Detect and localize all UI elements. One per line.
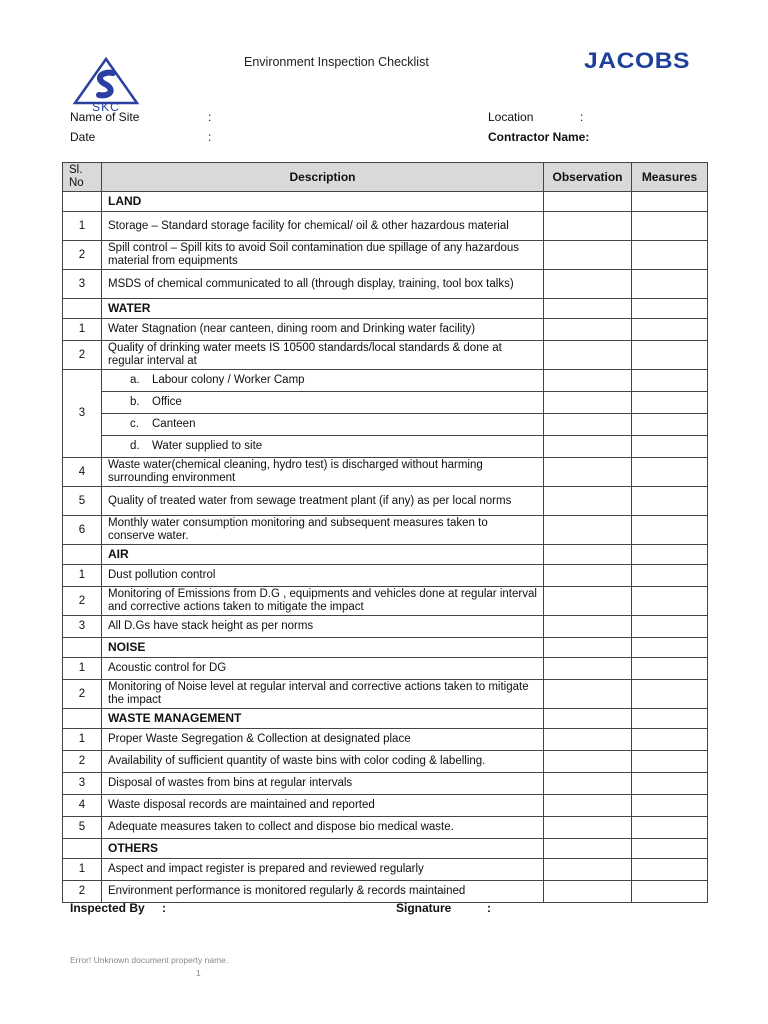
row-number-empty xyxy=(63,545,102,565)
item-description: MSDS of chemical communicated to all (through display, training, tool box talks) xyxy=(102,270,544,299)
measures-cell[interactable] xyxy=(632,680,708,709)
table-row xyxy=(63,616,708,638)
observation-cell[interactable] xyxy=(544,709,632,729)
sub-item-text: Labour colony / Worker Camp xyxy=(152,374,305,386)
date-colon: : xyxy=(208,130,212,144)
observation-cell[interactable] xyxy=(544,545,632,565)
measures-cell[interactable] xyxy=(632,241,708,270)
measures-cell[interactable] xyxy=(632,458,708,487)
observation-cell[interactable] xyxy=(544,299,632,319)
item-description: Quality of drinking water meets IS 10500 standards/local standards & done at regular interval at xyxy=(102,341,544,370)
row-number: 3 xyxy=(63,773,102,795)
table-row xyxy=(63,487,708,516)
observation-cell[interactable] xyxy=(544,565,632,587)
measures-cell[interactable] xyxy=(632,270,708,299)
table-header-row xyxy=(63,163,708,192)
table-row xyxy=(63,341,708,370)
item-description: Monitoring of Noise level at regular interval and corrective actions taken to mitigate the impact xyxy=(102,680,544,709)
measures-cell[interactable] xyxy=(632,487,708,516)
table-row xyxy=(63,729,708,751)
measures-cell[interactable] xyxy=(632,565,708,587)
sub-item-letter: c. xyxy=(130,418,139,430)
row-number: 1 xyxy=(63,565,102,587)
date-label: Date xyxy=(70,130,96,144)
skc-logo-text: SKC xyxy=(92,100,120,112)
section-row xyxy=(63,545,708,565)
location-label: Location xyxy=(488,110,534,124)
row-number-empty xyxy=(63,839,102,859)
table-row xyxy=(63,751,708,773)
table-row xyxy=(63,817,708,839)
sub-item-letter: a. xyxy=(130,374,140,386)
observation-cell[interactable] xyxy=(544,319,632,341)
row-number: 2 xyxy=(63,751,102,773)
item-description: Acoustic control for DG xyxy=(102,658,544,680)
header-sl-no: Sl. No xyxy=(63,163,102,192)
observation-cell[interactable] xyxy=(544,817,632,839)
measures-cell[interactable] xyxy=(632,192,708,212)
observation-cell[interactable] xyxy=(544,212,632,241)
section-row xyxy=(63,192,708,212)
measures-cell[interactable] xyxy=(632,616,708,638)
sub-item-description xyxy=(102,392,544,414)
table-row xyxy=(63,319,708,341)
measures-cell[interactable] xyxy=(632,414,708,436)
inspected-by-label: Inspected By xyxy=(70,901,145,915)
measures-cell[interactable] xyxy=(632,658,708,680)
section-heading: AIR xyxy=(102,545,544,565)
item-description: Availability of sufficient quantity of waste bins with color coding & labelling. xyxy=(102,751,544,773)
item-description: Dust pollution control xyxy=(102,565,544,587)
measures-cell[interactable] xyxy=(632,545,708,565)
page-number: 1 xyxy=(196,968,201,978)
measures-cell[interactable] xyxy=(632,859,708,881)
item-description: Water Stagnation (near canteen, dining room and Drinking water facility) xyxy=(102,319,544,341)
observation-cell[interactable] xyxy=(544,587,632,616)
sub-item-description xyxy=(102,370,544,392)
observation-cell[interactable] xyxy=(544,192,632,212)
sub-item-description xyxy=(102,436,544,458)
item-description: Quality of treated water from sewage treatment plant (if any) as per local norms xyxy=(102,487,544,516)
name-of-site-colon: : xyxy=(208,110,212,124)
item-description: Monthly water consumption monitoring and subsequent measures taken to conserve water. xyxy=(102,516,544,545)
document-title: Environment Inspection Checklist xyxy=(244,55,429,69)
item-description: Spill control – Spill kits to avoid Soil contamination due spillage of any hazardous material from equipments xyxy=(102,241,544,270)
row-number: 2 xyxy=(63,341,102,370)
sub-item-letter: d. xyxy=(130,440,140,452)
section-heading: WATER xyxy=(102,299,544,319)
observation-cell[interactable] xyxy=(544,658,632,680)
row-number: 1 xyxy=(63,859,102,881)
observation-cell[interactable] xyxy=(544,487,632,516)
observation-cell[interactable] xyxy=(544,795,632,817)
item-description: Environment performance is monitored regularly & records maintained xyxy=(102,881,544,903)
row-number-empty xyxy=(63,299,102,319)
table-row xyxy=(63,658,708,680)
table-row xyxy=(63,241,708,270)
table-row xyxy=(63,516,708,545)
section-heading: WASTE MANAGEMENT xyxy=(102,709,544,729)
measures-cell[interactable] xyxy=(632,587,708,616)
row-number: 1 xyxy=(63,212,102,241)
item-description: Proper Waste Segregation & Collection at designated place xyxy=(102,729,544,751)
measures-cell[interactable] xyxy=(632,370,708,392)
table-row xyxy=(63,795,708,817)
row-number: 1 xyxy=(63,319,102,341)
sub-item-letter: b. xyxy=(130,396,140,408)
row-number-empty xyxy=(63,638,102,658)
observation-cell[interactable] xyxy=(544,859,632,881)
row-number: 5 xyxy=(63,817,102,839)
section-heading: LAND xyxy=(102,192,544,212)
measures-cell[interactable] xyxy=(632,751,708,773)
error-note: Error! Unknown document property name. xyxy=(70,955,229,965)
section-heading: NOISE xyxy=(102,638,544,658)
table-row xyxy=(63,212,708,241)
inspection-checklist-table xyxy=(62,162,708,903)
sub-item-description xyxy=(102,414,544,436)
header-measures: Measures xyxy=(632,163,708,192)
observation-cell[interactable] xyxy=(544,729,632,751)
section-row xyxy=(63,709,708,729)
inspected-by-colon: : xyxy=(162,901,166,915)
row-number: 3 xyxy=(63,370,102,458)
table-row xyxy=(63,773,708,795)
measures-cell[interactable] xyxy=(632,516,708,545)
table-row xyxy=(63,436,708,458)
table-row xyxy=(63,270,708,299)
observation-cell[interactable] xyxy=(544,341,632,370)
measures-cell[interactable] xyxy=(632,839,708,859)
row-number: 4 xyxy=(63,795,102,817)
observation-cell[interactable] xyxy=(544,241,632,270)
section-row xyxy=(63,638,708,658)
row-number: 2 xyxy=(63,881,102,903)
observation-cell[interactable] xyxy=(544,881,632,903)
measures-cell[interactable] xyxy=(632,773,708,795)
measures-cell[interactable] xyxy=(632,709,708,729)
observation-cell[interactable] xyxy=(544,616,632,638)
item-description: All D.Gs have stack height as per norms xyxy=(102,616,544,638)
section-heading: OTHERS xyxy=(102,839,544,859)
jacobs-logo: JACOBS xyxy=(584,48,691,73)
measures-cell[interactable] xyxy=(632,436,708,458)
observation-cell[interactable] xyxy=(544,773,632,795)
table-row xyxy=(63,587,708,616)
item-description: Storage – Standard storage facility for chemical/ oil & other hazardous material xyxy=(102,212,544,241)
item-description: Disposal of wastes from bins at regular intervals xyxy=(102,773,544,795)
table-row xyxy=(63,392,708,414)
table-body xyxy=(63,192,708,903)
signature-label: Signature xyxy=(396,901,452,915)
section-row xyxy=(63,299,708,319)
observation-cell[interactable] xyxy=(544,436,632,458)
table-row xyxy=(63,859,708,881)
sub-item-text: Office xyxy=(152,396,182,408)
observation-cell[interactable] xyxy=(544,370,632,392)
row-number: 6 xyxy=(63,516,102,545)
sub-item-text: Canteen xyxy=(152,418,196,430)
table-row xyxy=(63,370,708,392)
measures-cell[interactable] xyxy=(632,881,708,903)
item-description: Aspect and impact register is prepared and reviewed regularly xyxy=(102,859,544,881)
measures-cell[interactable] xyxy=(632,319,708,341)
item-description: Monitoring of Emissions from D.G , equipments and vehicles done at regular interval and corrective actions taken to mitigate the impact xyxy=(102,587,544,616)
row-number: 3 xyxy=(63,616,102,638)
measures-cell[interactable] xyxy=(632,817,708,839)
table-row xyxy=(63,680,708,709)
location-colon: : xyxy=(580,110,584,124)
observation-cell[interactable] xyxy=(544,270,632,299)
measures-cell[interactable] xyxy=(632,729,708,751)
item-description: Adequate measures taken to collect and dispose bio medical waste. xyxy=(102,817,544,839)
measures-cell[interactable] xyxy=(632,212,708,241)
observation-cell[interactable] xyxy=(544,638,632,658)
item-description: Waste water(chemical cleaning, hydro test) is discharged without harming surrounding environment xyxy=(102,458,544,487)
measures-cell[interactable] xyxy=(632,341,708,370)
row-number: 1 xyxy=(63,729,102,751)
measures-cell[interactable] xyxy=(632,795,708,817)
measures-cell[interactable] xyxy=(632,299,708,319)
item-description: Waste disposal records are maintained and reported xyxy=(102,795,544,817)
row-number: 5 xyxy=(63,487,102,516)
table-row xyxy=(63,458,708,487)
observation-cell[interactable] xyxy=(544,839,632,859)
section-row xyxy=(63,839,708,859)
skc-logo xyxy=(71,57,141,112)
table-row xyxy=(63,881,708,903)
row-number: 2 xyxy=(63,680,102,709)
row-number: 4 xyxy=(63,458,102,487)
header-observation: Observation xyxy=(544,163,632,192)
observation-cell[interactable] xyxy=(544,414,632,436)
observation-cell[interactable] xyxy=(544,516,632,545)
table-row xyxy=(63,414,708,436)
sub-item-text: Water supplied to site xyxy=(152,440,263,452)
name-of-site-label: Name of Site xyxy=(70,110,140,124)
observation-cell[interactable] xyxy=(544,458,632,487)
table-row xyxy=(63,565,708,587)
observation-cell[interactable] xyxy=(544,392,632,414)
row-number-empty xyxy=(63,192,102,212)
measures-cell[interactable] xyxy=(632,638,708,658)
row-number: 3 xyxy=(63,270,102,299)
contractor-name-label: Contractor Name: xyxy=(488,130,590,144)
row-number: 2 xyxy=(63,587,102,616)
signature-colon: : xyxy=(487,901,491,915)
observation-cell[interactable] xyxy=(544,751,632,773)
measures-cell[interactable] xyxy=(632,392,708,414)
observation-cell[interactable] xyxy=(544,680,632,709)
row-number: 2 xyxy=(63,241,102,270)
header-description: Description xyxy=(102,163,544,192)
row-number: 1 xyxy=(63,658,102,680)
row-number-empty xyxy=(63,709,102,729)
